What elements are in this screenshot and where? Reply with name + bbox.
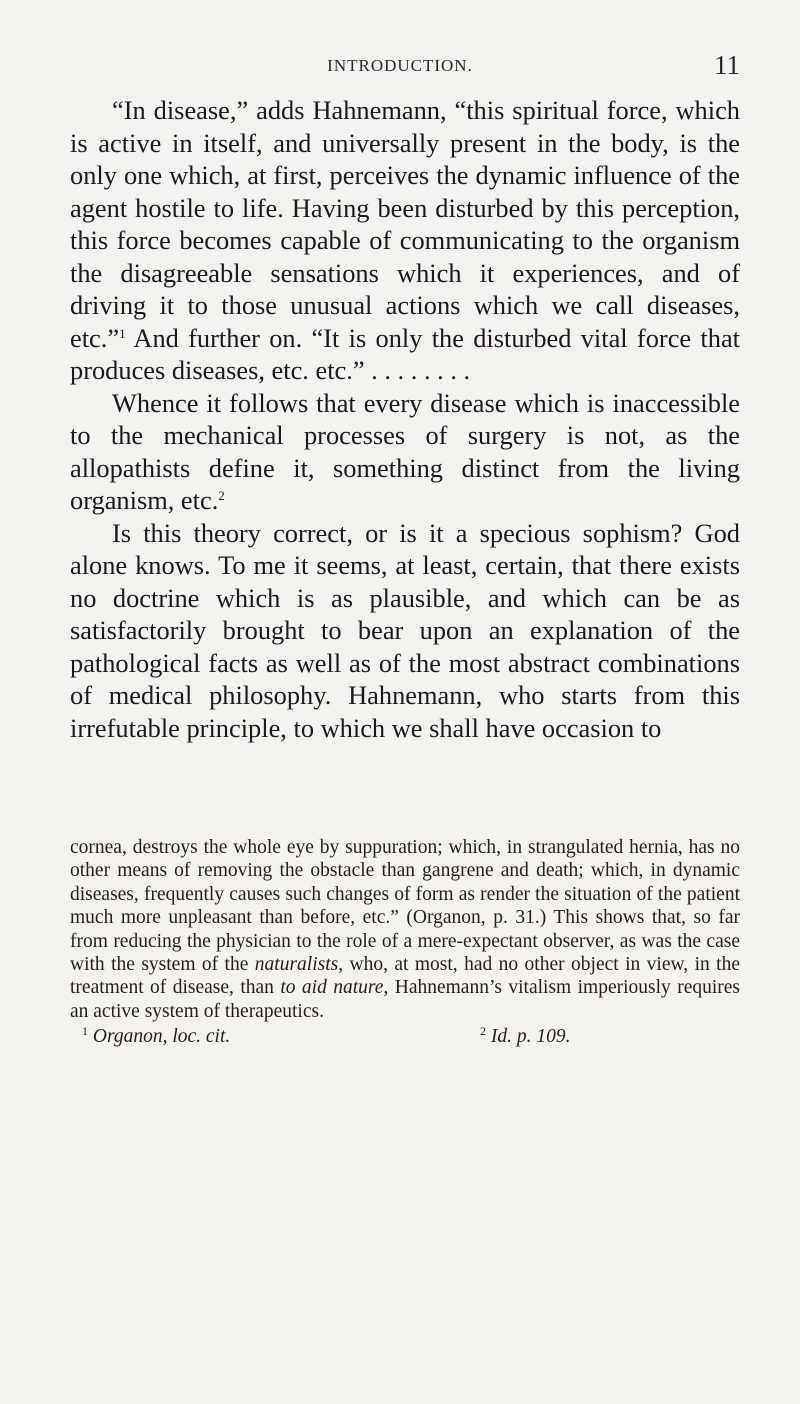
paragraph-1-text: “In disease,” adds Hahnemann, “this spiritual force, which is active in itself, and universally present in the body, is the only one which, at first, perceives the dynamic influence of the agent hostile to life. Having been disturbed by this perception, this force becomes capable of communicating to the organism the disagreeable sensations which it experiences, and of driving it to those unusual actions which we call diseases, etc.”: [70, 95, 740, 353]
footnote-ref-2: 2: [218, 488, 225, 503]
footnote-1: [70, 1025, 230, 1048]
footnote-italic-naturalists: naturalists: [254, 954, 339, 976]
paragraph-1: [70, 94, 740, 387]
footnote-1-text: Organon, loc. cit.: [92, 1026, 231, 1048]
footnote-continuation-text: cornea, destroys the whole eye by suppuration; which, in strangulated hernia, has no other means of removing the obstacle than gangrene and death; which, in dynamic diseases, frequently causes such changes of form as render the situation of the patient much more unpleasant than before, etc.” (Organon, p. 31.) This shows that, so far from reducing the physician to the role of a mere-expectant observer, as was the case with the system of the: [70, 837, 740, 976]
footnote-2: [480, 1025, 740, 1048]
footnotes: [70, 836, 740, 1049]
paragraph-1-continued: And further on. “It is only the disturbed vital force that produces diseases, etc. etc.” . . . . . . . .: [70, 322, 740, 385]
paragraph-3: Is this theory correct, or is it a specious sophism? God alone knows. To me it seems, at least, certain, that there exists no doctrine which is as plausible, and which can be as satisfactorily brought to bear upon an explanation of the pathological facts as well as of the most abstract combinations of medical philosophy. Hahnemann, who starts from this irrefutable principle, to which we shall have occasion to: [70, 517, 740, 743]
footnote-1-marker: 1: [82, 1024, 88, 1039]
footnote-references: [70, 1025, 740, 1048]
footnote-2-marker: 2: [480, 1024, 486, 1039]
paragraph-2: [70, 387, 740, 517]
footnote-italic-aid-nature: to aid nature: [280, 977, 384, 999]
paragraph-2-text: Whence it follows that every disease which is inaccessible to the mechanical processes of surgery is not, as the allopathists define it, something distinct from the living organism, etc.: [70, 387, 740, 515]
footnote-continuation-text-2: , who, at most, had no other object in view, in the treatment of disease, than: [70, 954, 740, 999]
running-head: INTRODUCTION.: [327, 56, 473, 75]
footnote-continuation-text-3: , Hahnemann’s vitalism imperiously requires an active system of therapeutics.: [70, 977, 741, 1022]
footnote-continuation: [70, 836, 740, 1023]
page-number: 11: [714, 50, 740, 80]
footnote-2-text: Id. p. 109.: [490, 1026, 571, 1048]
main-text: [70, 94, 740, 744]
footnote-ref-1: 1: [119, 325, 126, 341]
